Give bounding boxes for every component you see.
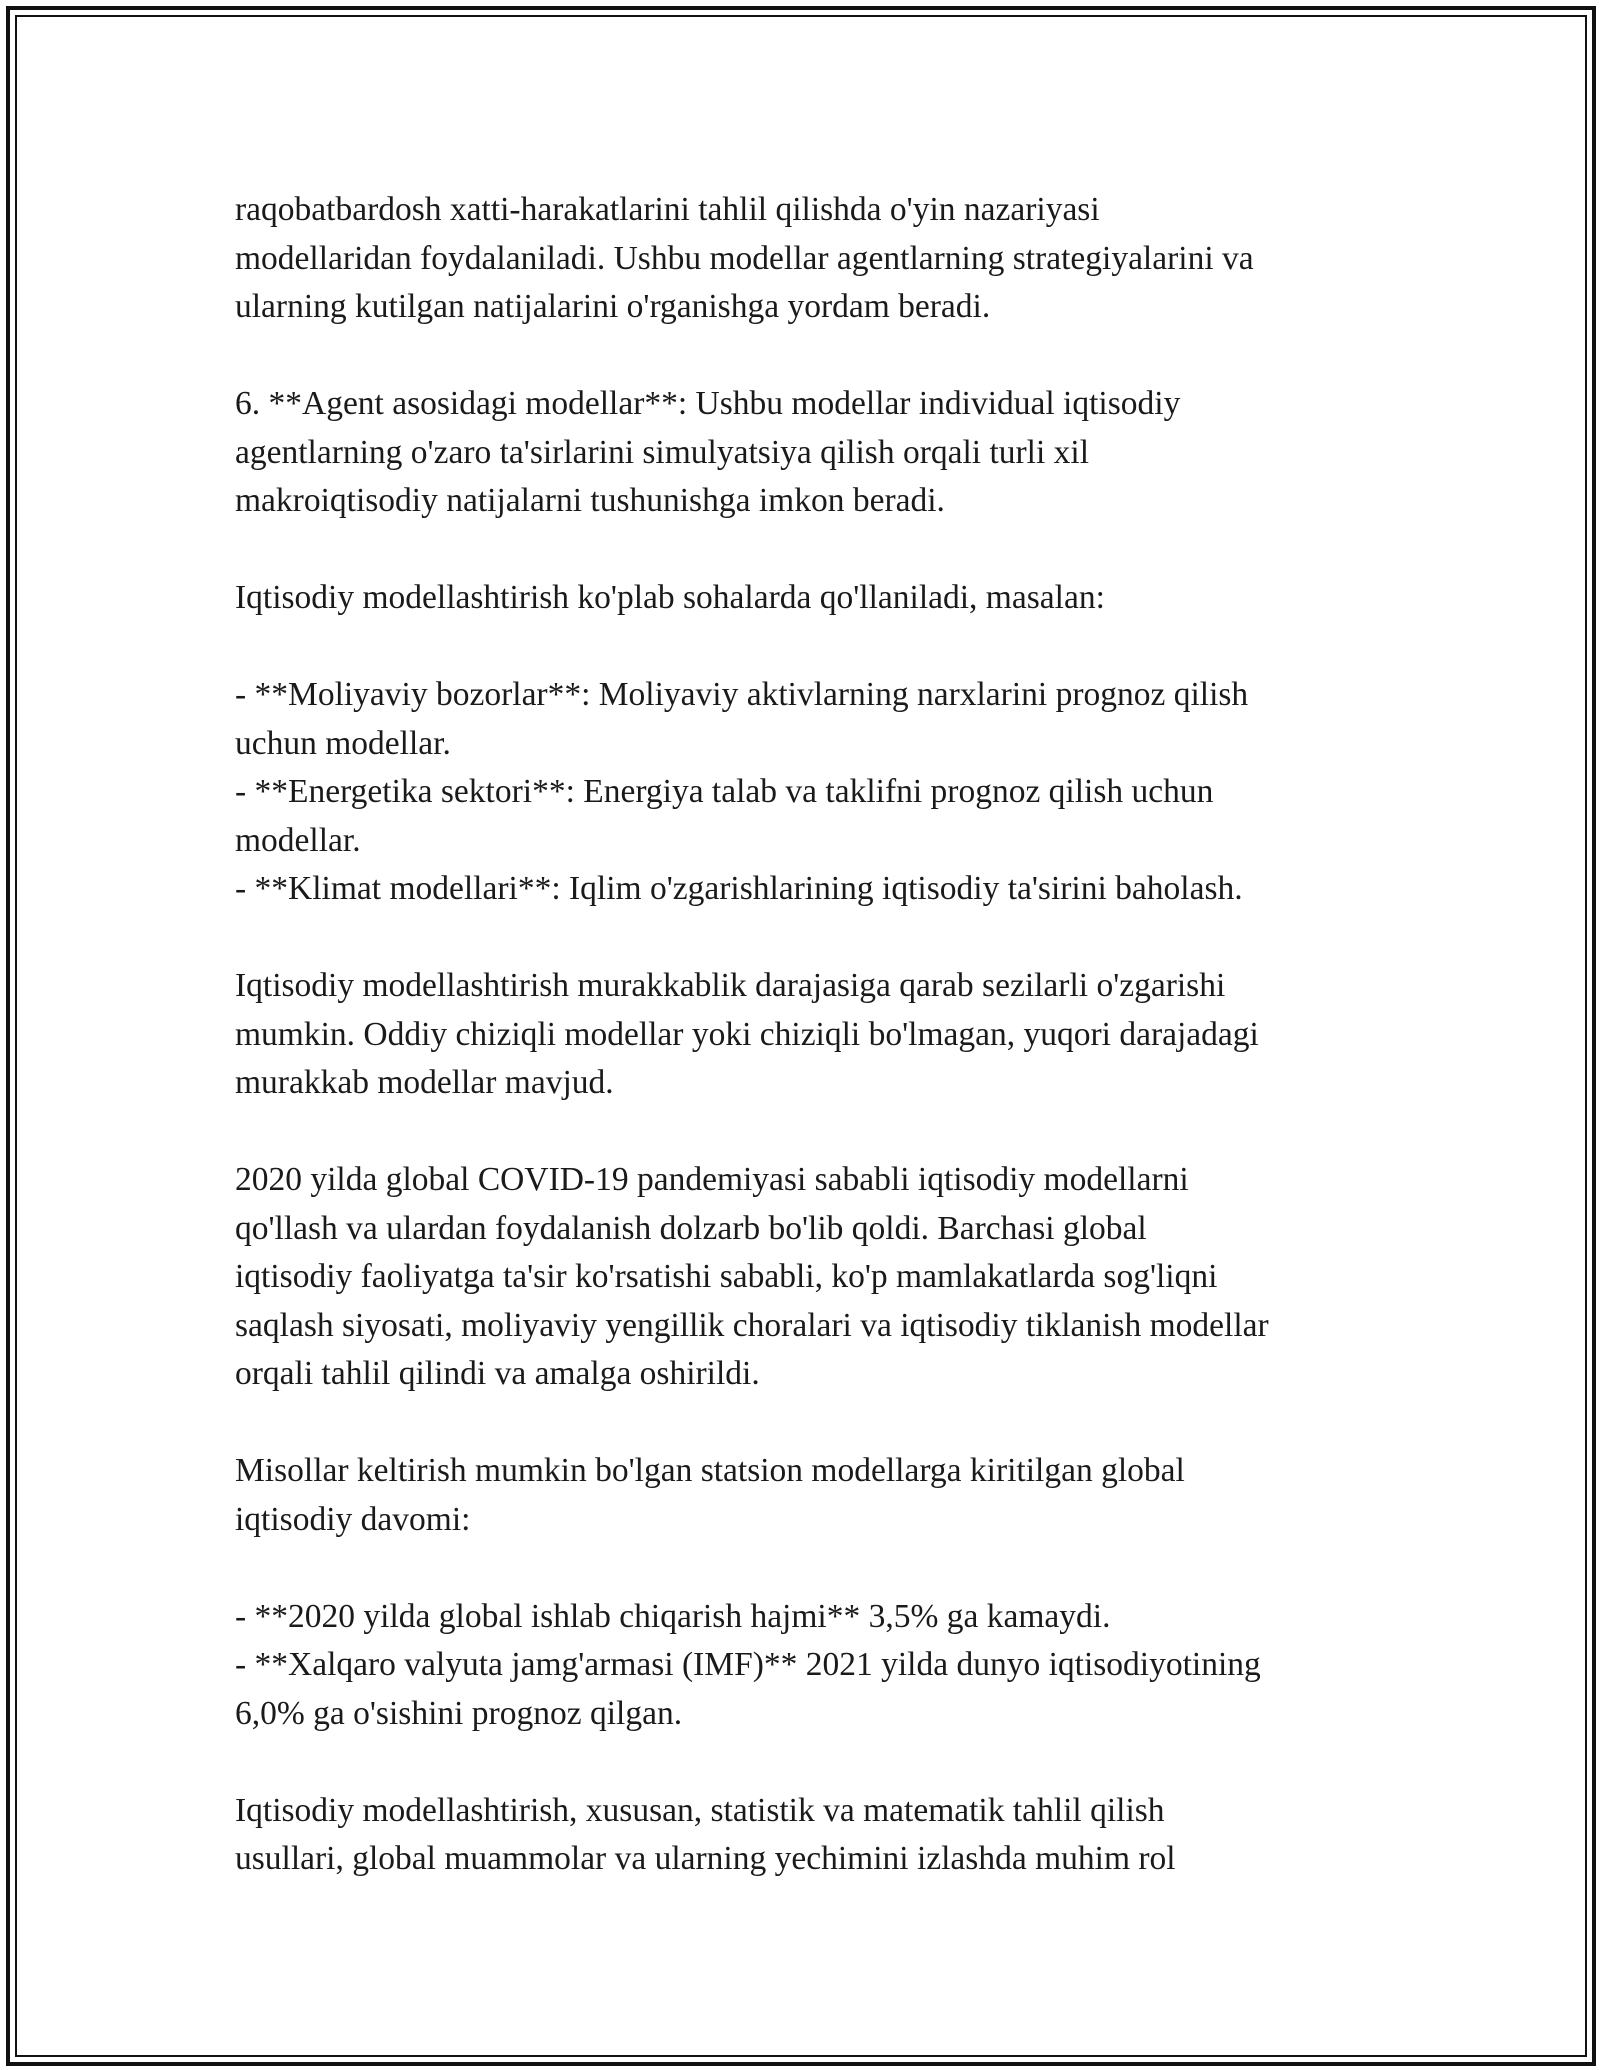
text-line: Iqtisodiy modellashtirish murakkablik darajasiga qarab sezilarli o'zgarishi (235, 967, 1226, 1004)
paragraph (235, 962, 1385, 1108)
text-line: iqtisodiy davomi: (235, 1500, 471, 1538)
text-line: Misollar keltirish mumkin bo'lgan statsion modellarga kiritilgan global (235, 1452, 1185, 1489)
text-line: qo'llash va ulardan foydalanish dolzarb bo'lib qoldi. Barchasi global (235, 1209, 1147, 1247)
text-line: raqobatbardosh xatti-harakatlarini tahlil qilishda o'yin nazariyasi (235, 191, 1100, 228)
paragraph (235, 1447, 1385, 1544)
text-line: 6,0% ga o'sishini prognoz qilgan. (235, 1694, 683, 1732)
bullet-list (235, 1593, 1385, 1739)
text-line: - **Xalqaro valyuta jamg'armasi (IMF)** 2021 yilda dunyo iqtisodiyotining (235, 1646, 1261, 1683)
paragraph-spacer (235, 623, 1385, 672)
text-line: - **Moliyaviy bozorlar**: Moliyaviy aktivlarning narxlarini prognoz qilish (235, 676, 1249, 713)
text-line: mumkin. Oddiy chiziqli modellar yoki chiziqli bo'lmagan, yuqori darajadagi (235, 1015, 1259, 1053)
text-line: usullari, global muammolar va ularning yechimini izlashda muhim rol (235, 1840, 1176, 1877)
text-line: Iqtisodiy modellashtirish ko'plab sohalarda qo'llaniladi, masalan: (235, 579, 1105, 616)
text-line: uchun modellar. (235, 724, 451, 762)
text-line: - **Energetika sektori**: Energiya talab va taklifni prognoz qilish uchun (235, 773, 1214, 810)
text-line: - **Klimat modellari**: Iqlim o'zgarishlarining iqtisodiy ta'sirini baholash. (235, 870, 1243, 907)
document-body (235, 186, 1385, 1884)
text-line: agentlarning o'zaro ta'sirlarini simulyatsiya qilish orqali turli xil (235, 433, 1090, 471)
text-line: ularning kutilgan natijalarini o'rganishga yordam beradi. (235, 288, 991, 325)
text-line: makroiqtisodiy natijalarni tushunishga imkon beradi. (235, 482, 945, 519)
paragraph-spacer (235, 914, 1385, 963)
bullet-list (235, 671, 1385, 914)
text-line: orqali tahlil qilindi va amalga oshirildi. (235, 1355, 760, 1392)
text-line: modellaridan foydalaniladi. Ushbu modellar agentlarning strategiyalarini va (235, 239, 1254, 277)
text-line: 6. **Agent asosidagi modellar**: Ushbu modellar individual iqtisodiy (235, 385, 1181, 422)
paragraph-spacer (235, 1108, 1385, 1157)
paragraph-spacer (235, 1738, 1385, 1787)
paragraph (235, 574, 1385, 623)
paragraph-spacer (235, 526, 1385, 575)
paragraph (235, 186, 1385, 332)
text-line: iqtisodiy faoliyatga ta'sir ko'rsatishi sababli, ko'p mamlakatlarda sog'liqni (235, 1258, 1218, 1295)
text-line: Iqtisodiy modellashtirish, xususan, statistik va matematik tahlil qilish (235, 1791, 1165, 1829)
paragraph (235, 1787, 1385, 1884)
text-line: modellar. (235, 821, 361, 859)
text-line: 2020 yilda global COVID-19 pandemiyasi sababli iqtisodiy modellarni (235, 1161, 1189, 1198)
text-line: saqlash siyosati, moliyaviy yengillik choralari va iqtisodiy tiklanish modellar (235, 1306, 1269, 1344)
text-line: - **2020 yilda global ishlab chiqarish hajmi** 3,5% ga kamaydi. (235, 1597, 1111, 1635)
paragraph-spacer (235, 1544, 1385, 1593)
paragraph-spacer (235, 1399, 1385, 1448)
numbered-list-item (235, 380, 1385, 526)
paragraph (235, 1156, 1385, 1399)
text-line: murakkab modellar mavjud. (235, 1064, 614, 1101)
paragraph-spacer (235, 332, 1385, 381)
